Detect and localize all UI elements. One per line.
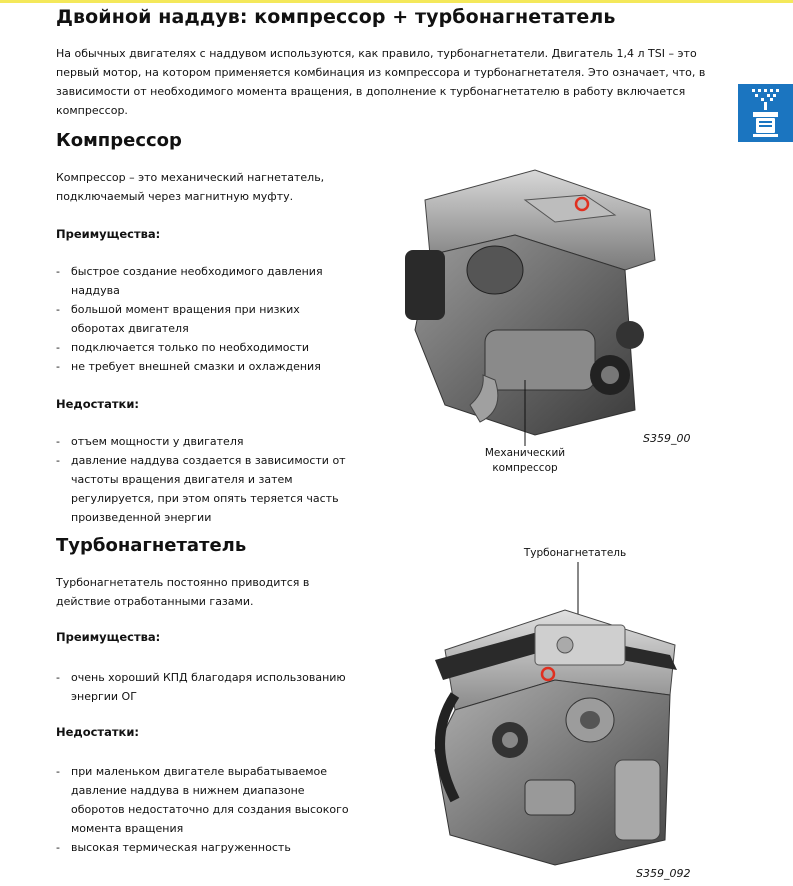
header-accent-line (0, 0, 793, 3)
turbo-engine-image (415, 600, 690, 870)
list-dash: - (56, 360, 60, 373)
list-item-text: быстрое создание необходимого давления наддува (71, 265, 323, 297)
compressor-disadvantages-list (56, 432, 356, 527)
list-item-text: при маленьком двигателе вырабатываемое давление наддува в нижнем диапазоне оборотов недостаточно для создания высокого момента вращения (71, 765, 349, 835)
list-item (56, 300, 356, 338)
list-dash: - (56, 303, 60, 316)
section-badge (738, 84, 793, 142)
list-item (56, 451, 356, 527)
compressor-disadvantages-label: Недостатки: (56, 397, 139, 411)
list-item-text: большой момент вращения при низких оборотах двигателя (71, 303, 300, 335)
list-dash: - (56, 841, 60, 854)
turbo-disadvantages-list (56, 762, 356, 857)
list-item (56, 357, 356, 376)
compressor-pointer-line (520, 380, 530, 446)
turbo-image-code: S359_092 (636, 867, 691, 880)
list-item (56, 432, 356, 451)
list-dash: - (56, 341, 60, 354)
list-dash: - (56, 265, 60, 278)
compressor-description: Компрессор – это механический нагнетатель, подключаемый через магнитную муфту. (56, 171, 325, 203)
list-dash: - (56, 435, 60, 448)
list-item-text: подключается только по необходимости (71, 341, 310, 354)
list-item (56, 762, 356, 838)
compressor-image-caption: Механический компрессор (484, 447, 566, 474)
list-dash: - (56, 454, 60, 467)
list-item-text: отъем мощности у двигателя (71, 435, 244, 448)
compressor-heading: Компрессор (56, 130, 182, 151)
list-item-text: высокая термическая нагруженность (71, 841, 291, 854)
list-item (56, 838, 356, 857)
compressor-engine-image (385, 160, 685, 440)
turbo-advantages-list (56, 668, 356, 706)
compressor-image-code: S359_00 (643, 432, 691, 445)
turbo-heading: Турбонагнетатель (56, 535, 247, 556)
compressor-advantages-label: Преимущества: (56, 227, 161, 241)
list-item (56, 338, 356, 357)
turbo-image-caption: Турбонагнетатель (523, 547, 627, 559)
intro-paragraph: На обычных двигателях с наддувом используются, как правило, турбонагнетатели. Двигатель 1,4 л TSI – это первый мотор, на котором применяется комбинация из компрессора и турбонагнетателя. Это означает, что, в зависимости от необходимого момента вращения, в дополнение к турбонагнетателю в работу включается компрессор. (56, 47, 706, 117)
compressor-advantages-list (56, 262, 356, 376)
list-item-text: очень хороший КПД благодаря использованию энергии ОГ (71, 671, 346, 703)
page-title: Двойной наддув: компрессор + турбонагнетатель (56, 6, 616, 28)
list-item (56, 668, 356, 706)
list-dash: - (56, 671, 60, 684)
list-item-text: давление наддува создается в зависимости от частоты вращения двигателя и затем регулируется, при этом опять теряется часть произведенной энергии (71, 454, 346, 524)
list-item-text: не требует внешней смазки и охлаждения (71, 360, 321, 373)
turbo-advantages-label: Преимущества: (56, 630, 161, 644)
list-item (56, 262, 356, 300)
engine-piston-icon (738, 84, 793, 142)
turbo-description: Турбонагнетатель постоянно приводится в действие отработанными газами. (56, 576, 310, 608)
turbo-disadvantages-label: Недостатки: (56, 725, 139, 739)
list-dash: - (56, 765, 60, 778)
